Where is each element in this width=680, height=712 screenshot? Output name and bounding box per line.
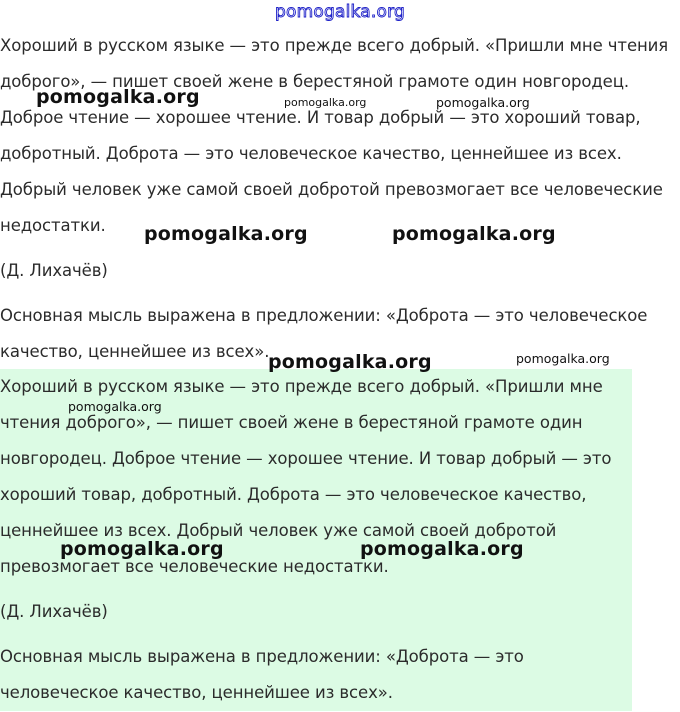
watermark: pomogalka.org xyxy=(60,538,224,560)
question-author: (Д. Лихачёв) xyxy=(0,261,108,280)
answer-paragraph: Хороший в русском языке — это прежде всего добрый. «Пришли мне чтения доброго», — пишет своей жене в берестяной грамоте один новгородец. Доброе чтение — хорошее чтение. И товар добрый — это хороший товар, добротный. Доброта — это человеческое качество, ценнейшее из всех. Добрый человек уже самой своей добротой превозмогает все человеческие недостатки. xyxy=(0,377,612,576)
watermark: pomogalka.org xyxy=(68,399,162,414)
watermark: pomogalka.org xyxy=(268,351,432,373)
watermark: pomogalka.org xyxy=(360,538,524,560)
site-logo: pomogalka.org xyxy=(275,2,405,22)
watermark: pomogalka.org xyxy=(516,351,610,366)
question-paragraph: Хороший в русском языке — это прежде всего добрый. «Пришли мне чтения доброго», — пишет своей жене в берестяной грамоте один новгородец. Доброе чтение — хорошее чтение. И товар добрый — это хороший товар, добротный. Доброта — это человеческое качество, ценнейшее из всех. Добрый человек уже самой своей добротой превозмогает все человеческие недостатки. xyxy=(0,36,669,235)
watermark: pomogalka.org xyxy=(36,86,200,108)
watermark: pomogalka.org xyxy=(144,223,308,245)
watermark: pomogalka.org xyxy=(392,223,556,245)
watermark: pomogalka.org xyxy=(436,95,530,110)
answer-author: (Д. Лихачёв) xyxy=(0,602,108,621)
question-main-idea: Основная мысль выражена в предложении: «Доброта — это человеческое качество, ценнейшее из всех». xyxy=(0,306,648,361)
question-text-block xyxy=(0,28,672,370)
watermark: pomogalka.org xyxy=(284,96,367,109)
answer-main-idea: Основная мысль выражена в предложении: «Доброта — это человеческое качество, ценнейшее из всех». xyxy=(0,647,524,702)
